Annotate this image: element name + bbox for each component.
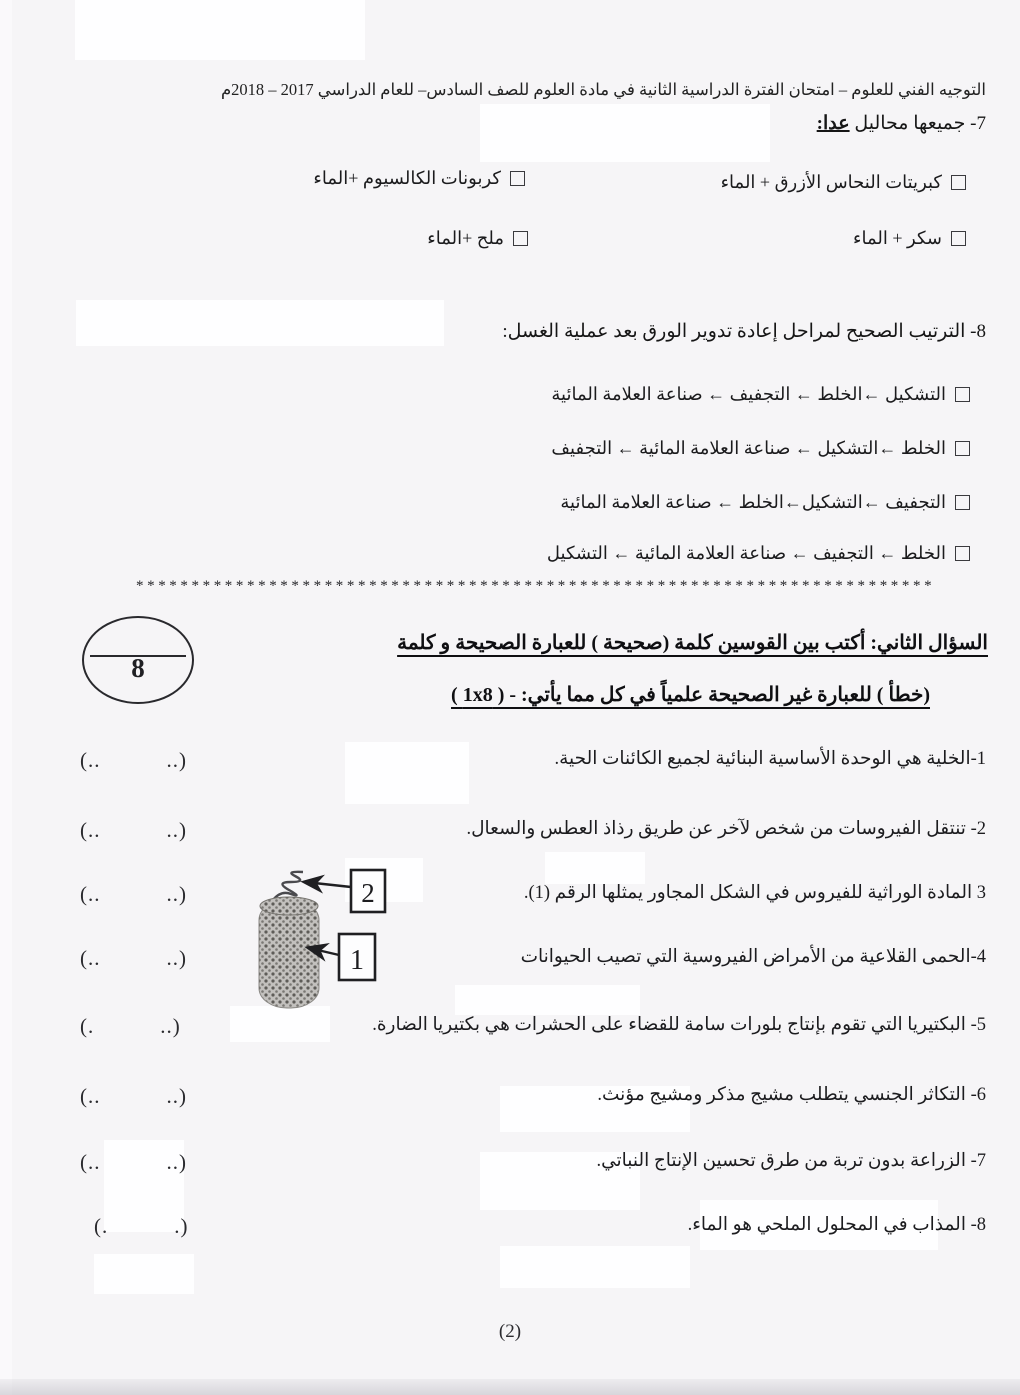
q8-option-3[interactable] [560, 492, 970, 513]
score-value: 8 [131, 653, 145, 684]
statement-row-1 [80, 748, 986, 773]
question-8-title: 8- الترتيب الصحيح لمراحل إعادة تدوير الورق بعد عملية الغسل: [502, 321, 986, 342]
statement-row-3 [80, 882, 986, 907]
blank-close: ..) [166, 748, 187, 772]
statement-row-5 [80, 1014, 986, 1039]
section-2-title-line1: السؤال الثاني: أكتب بين القوسين كلمة (صحيحة ) للعبارة الصحيحة و كلمة [397, 632, 988, 654]
q8-option-1[interactable] [551, 384, 970, 405]
checkbox-icon[interactable] [510, 171, 525, 186]
q7-option-copper-sulfate[interactable] [721, 172, 966, 193]
checkbox-icon[interactable] [955, 387, 970, 402]
blank-close: ..) [166, 818, 187, 842]
answer-blank[interactable] [80, 882, 187, 907]
answer-blank[interactable] [80, 1150, 187, 1175]
score-oval [82, 616, 194, 704]
statement-text: 8- المذاب في المحلول الملحي هو الماء. [687, 1215, 986, 1235]
scan-edge-bottom [0, 1379, 1020, 1395]
statement-row-4 [80, 946, 986, 971]
answer-blank[interactable] [80, 1084, 187, 1109]
blank-open: (. [94, 1214, 109, 1238]
question-7-except-word: عدا: [816, 113, 850, 134]
statement-row-6 [80, 1084, 986, 1109]
sequence-label: التجفيف ←التشكيل←الخلط ← صناعة العلامة المائية [560, 492, 946, 512]
checkbox-icon[interactable] [951, 175, 966, 190]
statement-text: 1-الخلية هي الوحدة الأساسية البنائية لجميع الكائنات الحية. [554, 749, 986, 769]
virus-figure [243, 860, 443, 1025]
virus-capsid-body [259, 900, 319, 1008]
answer-blank[interactable] [80, 818, 187, 843]
scan-patch [545, 852, 645, 884]
option-label: كربونات الكالسيوم +الماء [313, 168, 501, 188]
scan-patch [76, 300, 444, 346]
scan-patch [75, 0, 365, 60]
figure-label-1: 1 [350, 945, 364, 976]
statement-text: 2- تنتقل الفيروسات من شخص لآخر عن طريق رذاذ العطس والسعال. [466, 819, 986, 839]
answer-blank[interactable] [80, 946, 187, 971]
checkbox-icon[interactable] [955, 546, 970, 561]
option-label: ملح +الماء [427, 228, 504, 248]
section-2-title-line2: (خطأ ) للعبارة غير الصحيحة علمياً في كل مما يأتي: - ( 1x8 ) [451, 684, 930, 706]
blank-open: (.. [80, 882, 101, 906]
checkbox-icon[interactable] [513, 231, 528, 246]
scan-patch [455, 985, 640, 1015]
q8-option-4[interactable] [547, 543, 970, 564]
statement-text: 7- الزراعة بدون تربة من طرق تحسين الإنتاج النباتي. [596, 1151, 986, 1171]
exam-header: التوجيه الفني للعلوم – امتحان الفترة الدراسية الثانية في مادة العلوم للصف السادس– للعام الدراسي 2017 – 2018م [220, 80, 986, 99]
statement-row-8 [80, 1214, 986, 1239]
virus-diagram-icon [243, 860, 443, 1025]
blank-open: (.. [80, 1084, 101, 1108]
blank-close: ..) [166, 1084, 187, 1108]
checkbox-icon[interactable] [955, 495, 970, 510]
blank-open: (.. [80, 1150, 101, 1174]
figure-label-2: 2 [361, 878, 375, 908]
sequence-label: الخلط ←التشكيل ← صناعة العلامة المائية ← التجفيف [551, 438, 946, 458]
checkbox-icon[interactable] [955, 441, 970, 456]
scan-patch [500, 1246, 690, 1288]
option-label: كبريتات النحاس الأزرق + الماء [720, 172, 942, 192]
blank-open: (.. [80, 748, 101, 772]
statement-text: 6- التكاثر الجنسي يتطلب مشيج مذكر ومشيج مؤنث. [597, 1085, 986, 1105]
q7-option-sugar-water[interactable] [853, 228, 966, 249]
q8-option-2[interactable] [551, 438, 970, 459]
statement-row-7 [80, 1150, 986, 1175]
q7-option-salt-water[interactable] [427, 228, 528, 249]
scan-edge-left [0, 0, 12, 1395]
checkbox-icon[interactable] [951, 231, 966, 246]
option-label: سكر + الماء [853, 228, 942, 248]
statement-row-2 [80, 818, 986, 843]
blank-close: ..) [166, 1150, 187, 1174]
blank-close: ..) [166, 882, 187, 906]
statement-text: 5- البكتيريا التي تقوم بإنتاج بلورات سامة للقضاء على الحشرات هي بكتيريا الضارة. [372, 1015, 986, 1035]
virus-rna-coil [273, 872, 303, 900]
answer-blank[interactable] [80, 1014, 181, 1039]
question-7-text: 7- جميعها محاليل [849, 113, 986, 134]
page-number: (2) [498, 1321, 522, 1342]
section-divider: ************************************************************************ [136, 578, 936, 594]
sequence-label: الخلط ← التجفيف ← صناعة العلامة المائية ← التشكيل [546, 543, 946, 563]
scan-patch [94, 1254, 194, 1294]
blank-close: ..) [166, 946, 187, 970]
scan-patch [480, 104, 770, 162]
statement-text: 4-الحمى القلاعية من الأمراض الفيروسية التي تصيب الحيوانات [520, 947, 986, 967]
sequence-label: التشكيل ←الخلط ← التجفيف ← صناعة العلامة المائية [551, 384, 946, 404]
blank-open: (.. [80, 818, 101, 842]
q7-option-calcium-carbonate[interactable] [313, 168, 525, 189]
blank-close: .) [174, 1214, 189, 1238]
answer-blank[interactable] [94, 1214, 189, 1239]
question-7-title [817, 112, 986, 135]
answer-blank[interactable] [80, 748, 187, 773]
statement-text: 3 المادة الوراثية للفيروس في الشكل المجاور يمثلها الرقم (1). [523, 883, 986, 903]
blank-open: (. [80, 1014, 95, 1038]
blank-open: (.. [80, 946, 101, 970]
blank-close: ..) [160, 1014, 181, 1038]
